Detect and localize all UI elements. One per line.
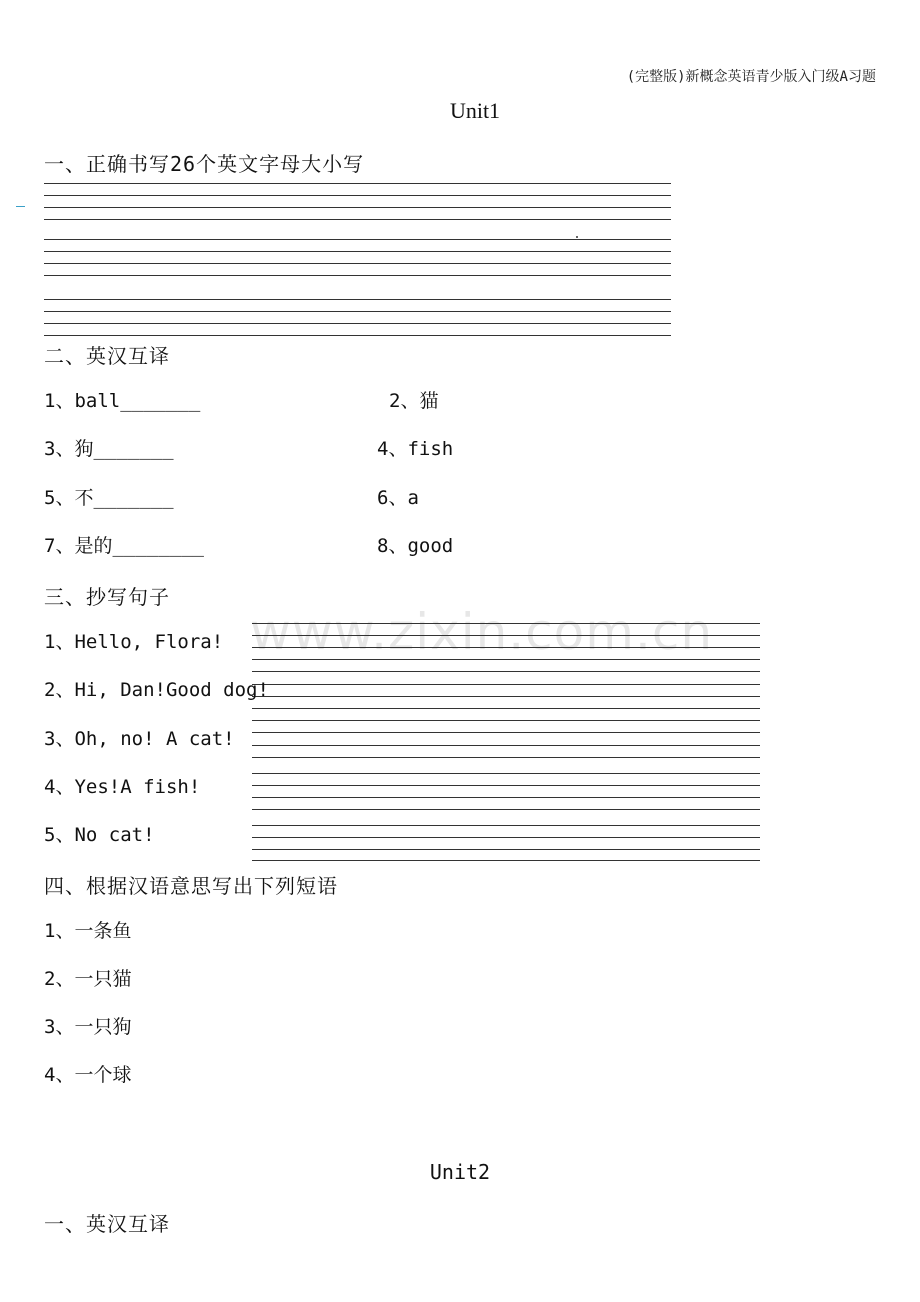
sentence-4: 4、Yes!A fish! [44,776,201,798]
unit1-section2-title: 二、英汉互译 [44,344,170,368]
margin-mark [16,206,25,207]
phrase-3: 3、一只狗 [44,1016,132,1038]
translate-item-5: 5、不_______ [44,487,174,509]
sentence-2: 2、Hi, Dan!Good dog! [44,679,269,701]
unit2-title: Unit2 [429,1160,491,1184]
translate-item-3: 3、狗_______ [44,438,174,460]
phrase-2: 2、一只猫 [44,968,132,990]
unit1-section3-title: 三、抄写句子 [44,585,170,609]
phrase-1: 1、一条鱼 [44,920,132,942]
translate-item-2: 2、猫 [389,390,439,412]
unit2-section1-title: 一、英汉互译 [44,1212,170,1236]
unit1-title: Unit1 [449,98,501,123]
translate-item-8: 8、good [377,535,454,557]
sentence-5: 5、No cat! [44,824,155,846]
phrase-4: 4、一个球 [44,1064,132,1086]
translate-item-6: 6、a [377,487,419,509]
sentence-3: 3、Oh, no! A cat! [44,728,235,750]
watermark: www.zixin.com.cn [250,603,714,661]
unit1-section1-title: 一、正确书写26个英文字母大小写 [44,152,365,176]
stray-dot [576,236,578,238]
sentence-1: 1、Hello, Flora! [44,631,224,653]
translate-item-4: 4、fish [377,438,454,460]
unit1-section4-title: 四、根据汉语意思写出下列短语 [44,874,338,898]
translate-item-1: 1、ball_______ [44,390,201,412]
translate-item-7: 7、是的________ [44,535,204,557]
header-note: (完整版)新概念英语青少版入门级A习题 [626,69,876,85]
